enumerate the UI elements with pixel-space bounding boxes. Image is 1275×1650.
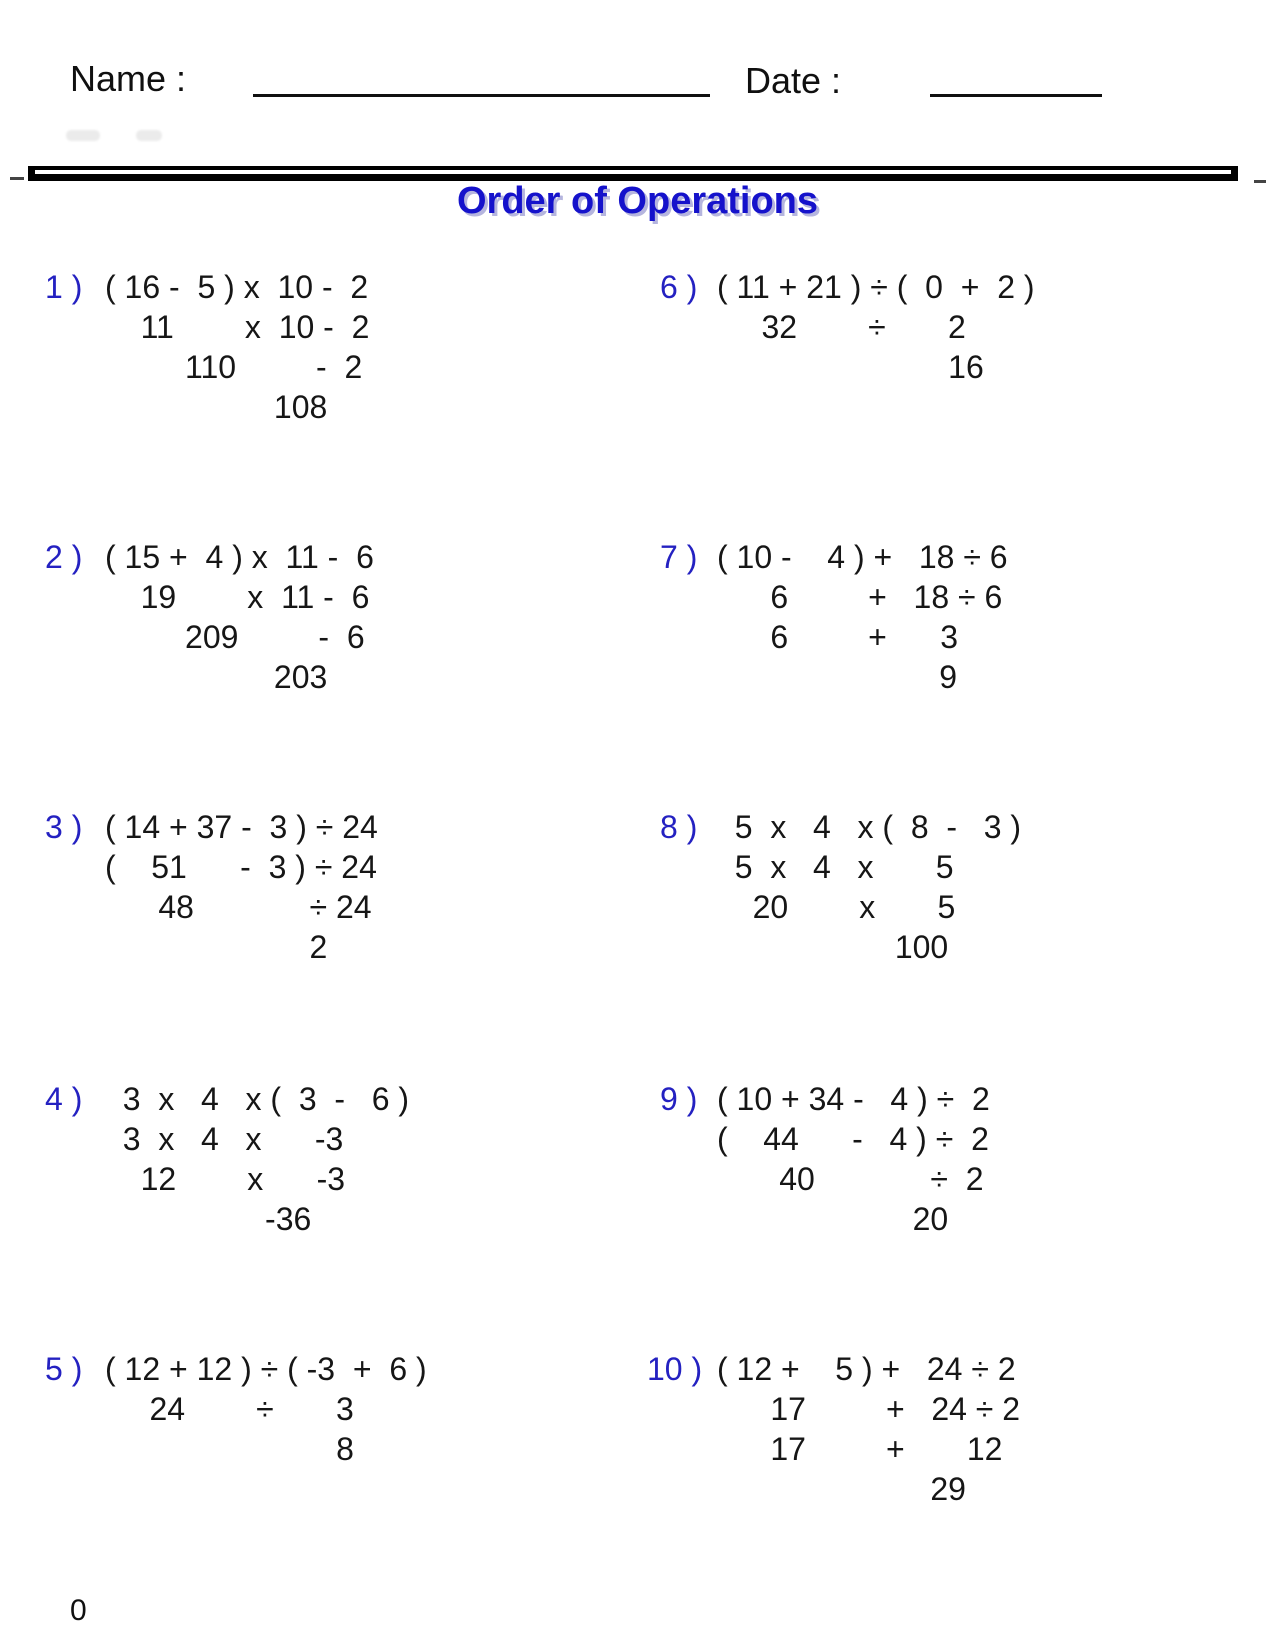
problem-5-line-1: ( 12 + 12 ) ÷ ( -3 + 6 ) (105, 1351, 427, 1387)
problem-2-line-4: 203 (105, 659, 328, 695)
problem-1-line-3: 110 - 2 (105, 349, 363, 385)
problem-4-line-3: 12 x -3 (105, 1161, 346, 1197)
problem-1-line-1: ( 16 - 5 ) x 10 - 2 (105, 269, 369, 305)
problem-9-line-2: ( 44 - 4 ) ÷ 2 (717, 1121, 989, 1157)
problem-8-number: 8 ) (660, 809, 698, 845)
problem-2 (45, 537, 374, 697)
problem-5-line-2: 24 ÷ 3 (105, 1391, 354, 1427)
problem-3-line-4: 2 (105, 929, 328, 965)
problem-4-line-4: -36 (105, 1201, 312, 1237)
ghost-mark (66, 130, 100, 141)
problem-6-line-2: 32 ÷ 2 (717, 309, 966, 345)
problem-2-line-3: 209 - 6 (105, 619, 365, 655)
problem-5-number: 5 ) (45, 1351, 83, 1387)
problem-1 (45, 267, 370, 427)
ghost-mark (136, 130, 162, 141)
separator-rule (28, 166, 1238, 181)
problem-10-line-1: ( 12 + 5 ) + 24 ÷ 2 (717, 1351, 1016, 1387)
problem-5-line-3: 8 (105, 1431, 354, 1467)
problem-6-line-3: 16 (717, 349, 984, 385)
problem-2-line-1: ( 15 + 4 ) x 11 - 6 (105, 539, 374, 575)
problem-6 (660, 267, 1035, 387)
date-label: Date : (745, 60, 842, 101)
problem-4 (45, 1079, 410, 1239)
problem-8-line-4: 100 (717, 929, 949, 965)
problem-1-line-2: 11 x 10 - 2 (105, 309, 370, 345)
problem-8-line-3: 20 x 5 (717, 889, 956, 925)
problem-10-line-2: 17 + 24 ÷ 2 (717, 1391, 1021, 1427)
problem-1-line-4: 108 (105, 389, 328, 425)
problem-10-number: 10 ) (647, 1351, 703, 1387)
problem-4-line-2: 3 x 4 x -3 (105, 1121, 344, 1157)
problem-10-line-4: 29 (717, 1471, 966, 1507)
problem-10-line-3: 17 + 12 (717, 1431, 1003, 1467)
page-number: 0 (70, 1594, 87, 1627)
problem-9-line-1: ( 10 + 34 - 4 ) ÷ 2 (717, 1081, 990, 1117)
problem-3-line-1: ( 14 + 37 - 3 ) ÷ 24 (105, 809, 378, 845)
problem-7-line-1: ( 10 - 4 ) + 18 ÷ 6 (717, 539, 1008, 575)
problem-7-line-3: 6 + 3 (717, 619, 958, 655)
problem-9-line-3: 40 ÷ 2 (717, 1161, 984, 1197)
problem-4-number: 4 ) (45, 1081, 83, 1117)
problem-9-line-4: 20 (717, 1201, 949, 1237)
page-title: Order of Operations (456, 180, 819, 222)
problem-7-line-2: 6 + 18 ÷ 6 (717, 579, 1003, 615)
problem-8 (660, 807, 1022, 967)
problem-3-line-3: 48 ÷ 24 (105, 889, 372, 925)
problem-3-number: 3 ) (45, 809, 83, 845)
problem-8-line-1: 5 x 4 x ( 8 - 3 ) (717, 809, 1022, 845)
problem-6-number: 6 ) (660, 269, 698, 305)
problem-2-line-2: 19 x 11 - 6 (105, 579, 370, 615)
name-fill-line (253, 94, 710, 97)
problem-7-line-4: 9 (717, 659, 958, 695)
problem-7 (660, 537, 1008, 697)
problem-9-number: 9 ) (660, 1081, 698, 1117)
problem-8-line-2: 5 x 4 x 5 (717, 849, 954, 885)
separator-rule-inner (35, 170, 1231, 174)
problem-2-number: 2 ) (45, 539, 83, 575)
problem-10 (647, 1349, 1021, 1509)
problem-5 (45, 1349, 427, 1469)
name-label: Name : (70, 58, 187, 99)
problem-9 (660, 1079, 990, 1239)
problem-4-line-1: 3 x 4 x ( 3 - 6 ) (105, 1081, 410, 1117)
problem-3-line-2: ( 51 - 3 ) ÷ 24 (105, 849, 377, 885)
problem-7-number: 7 ) (660, 539, 698, 575)
problem-6-line-1: ( 11 + 21 ) ÷ ( 0 + 2 ) (717, 269, 1035, 305)
problem-1-number: 1 ) (45, 269, 83, 305)
date-fill-line (930, 94, 1102, 97)
problem-3 (45, 807, 378, 967)
